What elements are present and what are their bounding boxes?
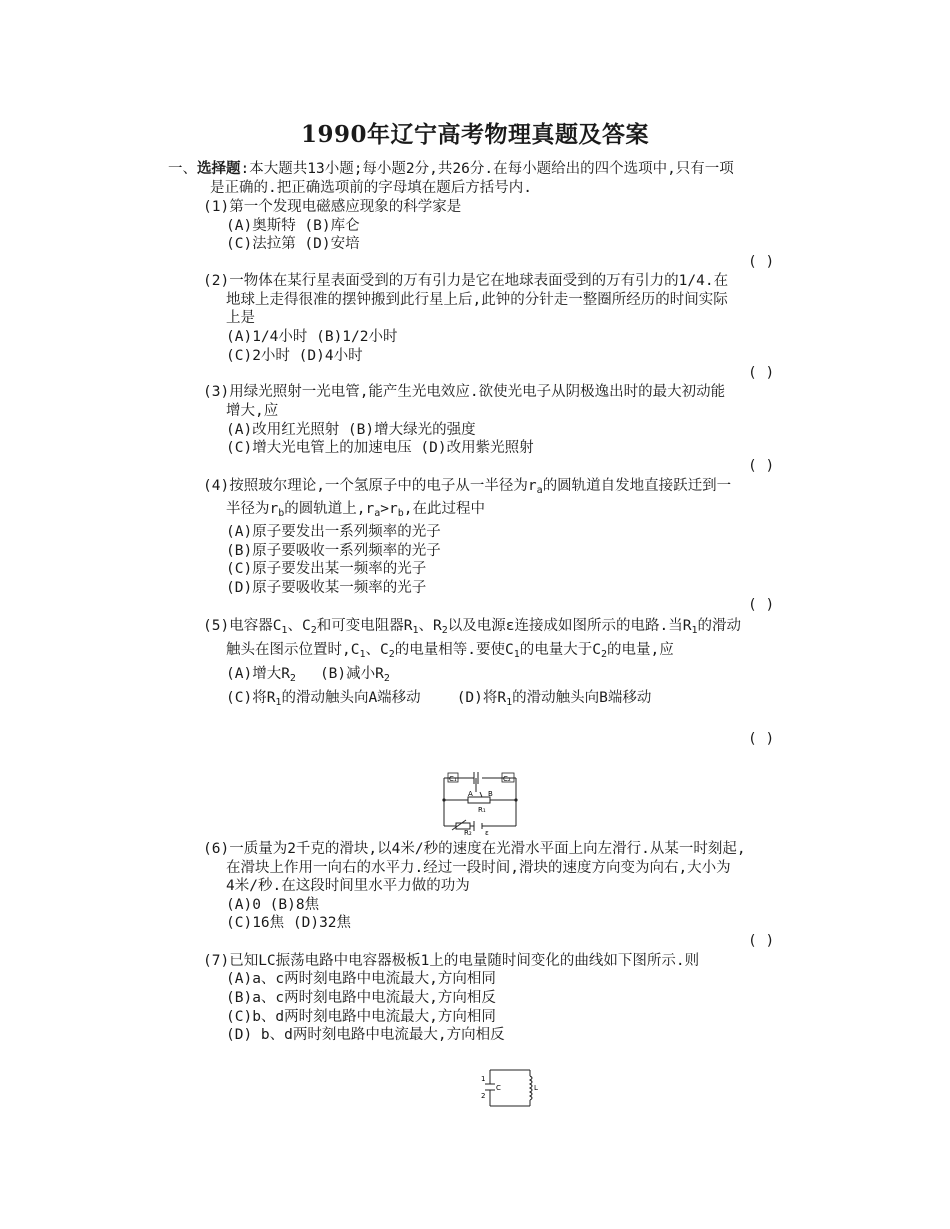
q4-option-d: (D)原子要吸收某一频率的光子 (226, 580, 427, 596)
q6-options-line-1: (A)0 (B)8焦 (226, 897, 320, 913)
q2-stem-line-2: 地球上走得很准的摆钟搬到此行星上后,此钟的分针走一整圈所经历的时间实际 (226, 292, 728, 308)
q6-stem-line-1: (6)一质量为2千克的滑块,以4米/秒的速度在光滑水平面上向左滑行.从某一时刻起, (203, 841, 746, 857)
section-label: 选择题 (197, 161, 241, 177)
q1-stem: (1)第一个发现电磁感应现象的科学家是 (203, 199, 462, 215)
q5-stem-line-1: (5)电容器$C_1$、$C_2$和可变电阻器$R_1$、$R_2$以及电源ε连接成如图所示的电路.当$R_1$的滑动 (203, 618, 741, 636)
q1-options-line-2: (C)法拉第 (D)安培 (226, 236, 360, 252)
q6-answer-bracket[interactable]: ( ) (748, 933, 775, 949)
q5-circuit-figure (438, 766, 522, 836)
q5-answer-bracket[interactable]: ( ) (748, 731, 775, 747)
q2-stem-line-1: (2)一物体在某行星表面受到的万有引力是它在地球表面受到的万有引力的1/4.在 (203, 273, 729, 289)
label-inductor: L (534, 1084, 538, 1092)
section-number: 一、 (168, 161, 197, 177)
label-b: B (488, 790, 493, 798)
q7-stem: (7)已知LC振荡电路中电容器极板1上的电量随时间变化的曲线如下图所示.则 (203, 953, 700, 969)
label-emf: ε (485, 829, 489, 836)
q7-option-d: (D) b、d两时刻电路中电流最大,方向相反 (226, 1027, 505, 1043)
q5-options-line-1: (A)增大$R_2$ (B)减小$R_2$ (226, 666, 390, 684)
q2-stem-line-3: 上是 (226, 310, 255, 326)
inductor-coil (530, 1076, 532, 1100)
q1-options-line-1: (A)奥斯特 (B)库仑 (226, 218, 360, 234)
q7-option-a: (A)a、c两时刻电路中电流最大,方向相同 (226, 971, 496, 987)
q3-options-line-2: (C)增大光电管上的加速电压 (D)改用紫光照射 (226, 440, 534, 456)
q5-options-line-2: (C)将$R_1$的滑动触头向A端移动 (D)将$R_1$的滑动触头向B端移动 (226, 690, 652, 708)
q6-stem-line-3: 4米/秒.在这段时间里水平力做的功为 (226, 878, 470, 894)
q4-option-b: (B)原子要吸收一系列频率的光子 (226, 543, 441, 559)
q3-options-line-1: (A)改用红光照射 (B)增大绿光的强度 (226, 422, 476, 438)
q5-stem-line-2: 触头在图示位置时$,C_1$、$C_2$的电量相等.要使$C_1$的电量大于$C_2$的电量,应 (226, 642, 674, 660)
label-a: A (468, 790, 473, 798)
q6-options-line-2: (C)16焦 (D)32焦 (226, 915, 352, 931)
junction-left-dot (442, 798, 445, 801)
label-r2: R₂ (464, 829, 472, 836)
label-r1: R₁ (478, 806, 486, 814)
section-intro-line-2: 是正确的.把正确选项前的字母填在题后方括号内. (210, 180, 532, 196)
q4-option-a: (A)原子要发出一系列频率的光子 (226, 524, 441, 540)
label-c1: C₁ (449, 775, 457, 783)
q2-options-line-2: (C)2小时 (D)4小时 (226, 348, 363, 364)
q3-stem-line-2: 增大,应 (226, 403, 279, 419)
q4-stem-line-2: 半径为$r_b$的圆轨道上$,r_a>r_b$,在此过程中 (226, 501, 485, 519)
label-plate-2: 2 (481, 1092, 486, 1100)
q4-stem-line-1: (4)按照玻尔理论,一个氢原子中的电子从一半径为$r_a$的圆轨道自发地直接跃迁到一 (203, 478, 732, 496)
q2-answer-bracket[interactable]: ( ) (748, 365, 775, 381)
q7-option-c: (C)b、d两时刻电路中电流最大,方向相同 (226, 1009, 496, 1025)
label-c2: C₂ (503, 775, 511, 783)
label-capacitor: C (496, 1084, 501, 1092)
q4-option-c: (C)原子要发出某一频率的光子 (226, 561, 427, 577)
q7-lc-circuit-figure (478, 1064, 540, 1110)
q7-option-b: (B)a、c两时刻电路中电流最大,方向相反 (226, 990, 496, 1006)
q3-stem-line-1: (3)用绿光照射一光电管,能产生光电效应.欲使光电子从阴极逸出时的最大初动能 (203, 384, 726, 400)
section-header (168, 160, 734, 179)
q1-answer-bracket[interactable]: ( ) (748, 254, 775, 270)
q3-answer-bracket[interactable]: ( ) (748, 458, 775, 474)
q2-options-line-1: (A)1/4小时 (B)1/2小时 (226, 329, 398, 345)
page-title: 1990年辽宁高考物理真题及答案 (300, 121, 649, 148)
section-intro-line-1: :本大题共13小题;每小题2分,共26分.在每小题给出的四个选项中,只有一项 (240, 161, 734, 177)
q6-stem-line-2: 在滑块上作用一向右的水平力.经过一段时间,滑块的速度方向变为向右,大小为 (226, 860, 731, 876)
label-plate-1: 1 (481, 1075, 486, 1083)
q4-answer-bracket[interactable]: ( ) (748, 597, 775, 613)
junction-right-dot (514, 798, 517, 801)
